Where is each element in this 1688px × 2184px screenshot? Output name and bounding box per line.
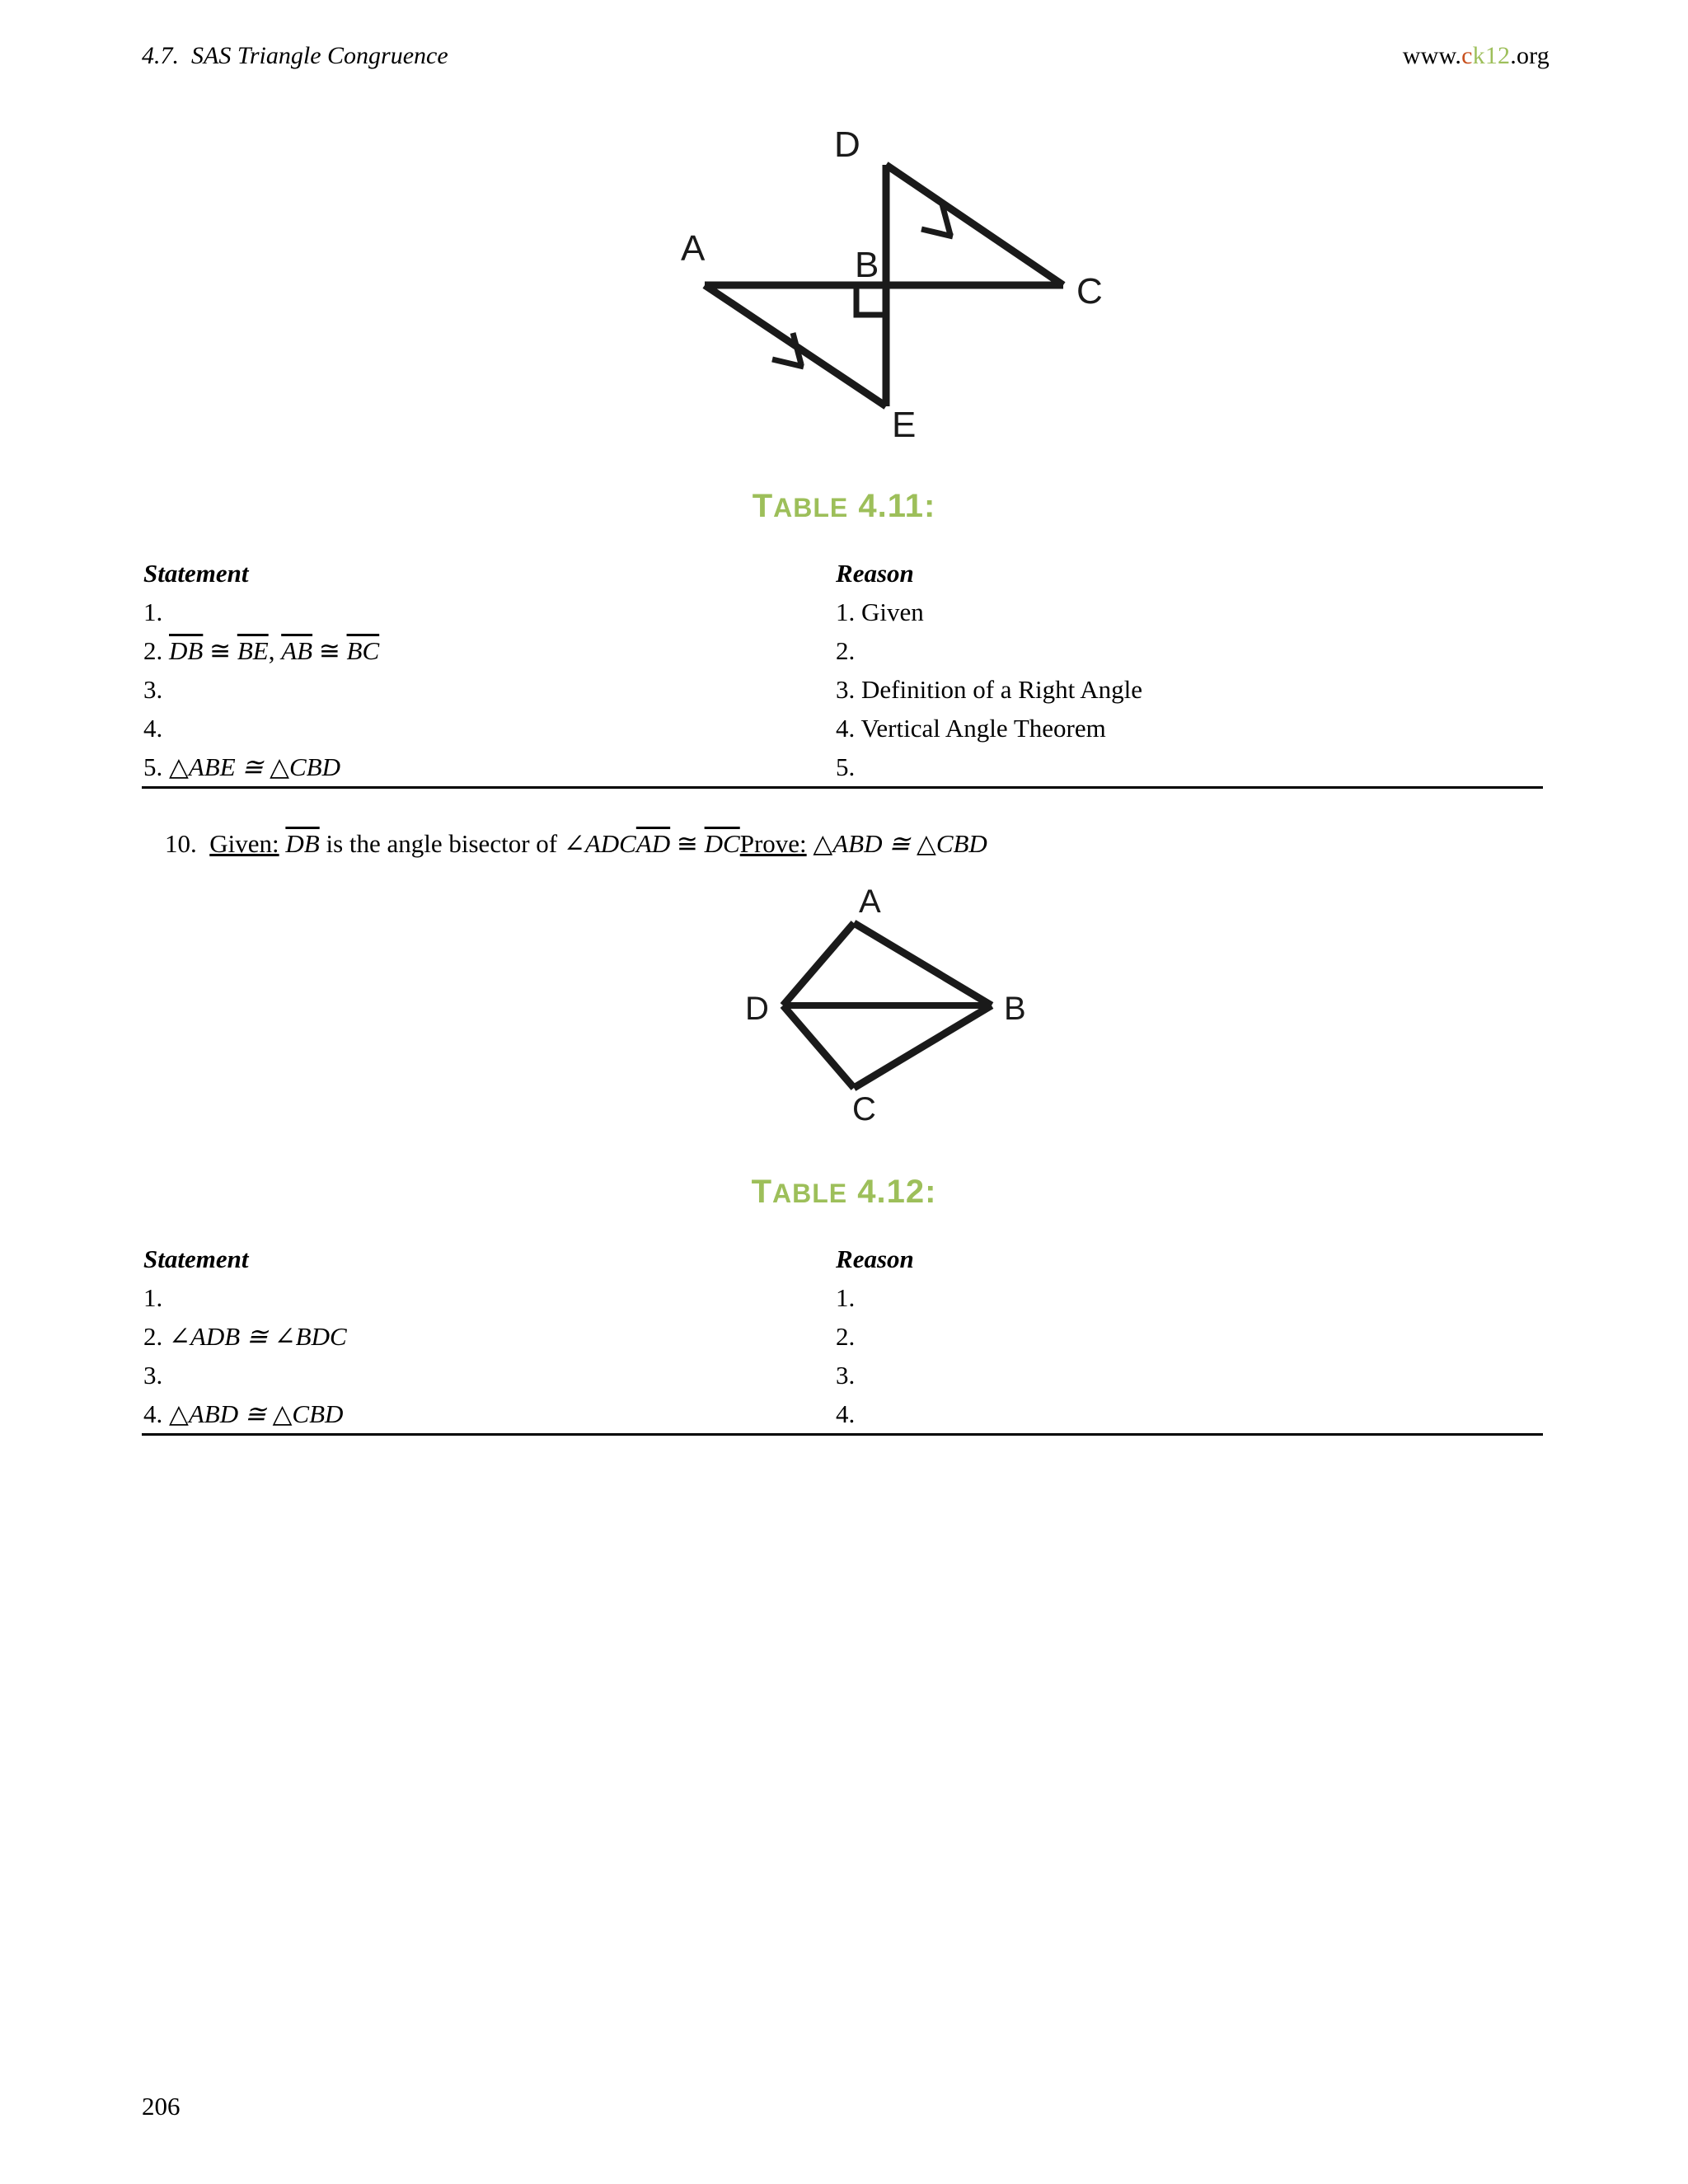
table-412-reason-2: 2. [836, 1322, 856, 1351]
table-411-reason-2: 2. [836, 636, 856, 665]
figure1-label-B: B [855, 245, 879, 285]
table-412-statement-header: Statement [143, 1244, 249, 1273]
figure2-label-D: D [745, 991, 769, 1027]
table-412-reason-3: 3. [836, 1361, 856, 1390]
segment-DA [783, 923, 854, 1005]
problem-10-prove-label: Prove: [739, 829, 807, 858]
figure2-svg [717, 878, 1039, 1125]
table-412-caption [0, 1174, 1688, 1211]
table-row [142, 631, 1543, 670]
table-412-header-row [142, 1240, 1543, 1278]
table-411-statement-header: Statement [143, 559, 249, 588]
table-411-statement-5: 5. △ABE ≅ △CBD [143, 752, 340, 781]
figure2-label-C: C [852, 1091, 876, 1125]
problem-10-given-segment: $\overline{DB}$ [285, 829, 320, 858]
figure1-label-D: D [834, 124, 860, 165]
caption-411-first-letter: T [752, 488, 774, 524]
table-411-statement-2: 2. $\overline{DB}$ ≅ $\overline{BE}$, $\overline{AB}$ ≅ $\overline{BC}$ [143, 636, 380, 665]
figure1-svg [651, 115, 1113, 445]
figure1-label-E: E [892, 405, 917, 445]
table-row [142, 1317, 1543, 1356]
table-411-reason-header: Reason [836, 559, 914, 588]
figure2-label-B: B [1004, 991, 1026, 1027]
url-org-part: .org [1510, 42, 1550, 69]
table-411 [142, 554, 1543, 789]
table-411-reason-4: 4. Vertical Angle Theorem [836, 714, 1106, 743]
table-411-reason-1: 1. Given [836, 598, 924, 626]
problem-10-congruence-right: $\overline{DC}$ [704, 829, 740, 858]
problem-10-congruence-symbol: ≅ [670, 829, 705, 858]
table-row [142, 1356, 1543, 1394]
segment-DC [886, 165, 1063, 285]
problem-10-number: 10. [165, 829, 197, 858]
problem-10-given-angle: ∠ADC [563, 829, 636, 858]
caption-412-first-letter: T [751, 1174, 773, 1210]
page-number: 206 [142, 2092, 181, 2121]
table-412-statement-3: 3. [143, 1361, 163, 1390]
table-412-statement-4: 4. △ABD ≅ △CBD [143, 1399, 344, 1428]
caption-412-number: 4.12: [847, 1174, 937, 1210]
table-412-statement-1: 1. [143, 1283, 163, 1312]
figure1-label-C: C [1076, 271, 1103, 312]
table-412-statement-2: 2. ∠ADB ≅ ∠BDC [143, 1322, 347, 1351]
segment-AB [854, 923, 992, 1005]
problem-10-given-label: Given: [209, 829, 279, 858]
table-row [142, 1394, 1543, 1433]
table-row [142, 593, 1543, 631]
figure-two-triangles-vertical-angles [651, 115, 1113, 445]
caption-412-word: ABLE [772, 1179, 848, 1208]
table-412-reason-1: 1. [836, 1283, 856, 1312]
table-412-reason-4: 4. [836, 1399, 856, 1428]
url-k12-part: k12 [1472, 42, 1511, 69]
figure2-label-A: A [859, 883, 881, 920]
table-row [142, 748, 1543, 786]
table-411-reason-5: 5. [836, 752, 856, 781]
table-411-reason-3: 3. Definition of a Right Angle [836, 675, 1142, 704]
caption-411-number: 4.11: [848, 488, 936, 524]
right-angle-mark-at-B [856, 285, 886, 315]
segment-CD [783, 1005, 854, 1088]
table-411-statement-4: 4. [143, 714, 163, 743]
table-411-header-row [142, 554, 1543, 593]
running-head-section-title: 4.7. SAS Triangle Congruence [142, 42, 448, 69]
problem-10-congruence-left: $\overline{AD}$ [635, 829, 671, 858]
table-411-caption [0, 488, 1688, 525]
figure-kite-ABCD [717, 878, 1039, 1125]
problem-10-given-text: is the angle bisector of [319, 829, 564, 858]
url-c-part: c [1461, 42, 1473, 69]
problem-10 [165, 826, 987, 862]
figure1-label-A: A [681, 228, 706, 269]
table-row [142, 670, 1543, 709]
table-412 [142, 1240, 1543, 1436]
url-www-part: www. [1402, 42, 1462, 69]
segment-BC [854, 1005, 992, 1088]
caption-411-word: ABLE [773, 493, 849, 523]
running-head-website [1403, 41, 1550, 71]
table-row [142, 1278, 1543, 1317]
table-412-reason-header: Reason [836, 1244, 914, 1273]
table-row [142, 709, 1543, 748]
table-411-statement-1: 1. [143, 598, 163, 626]
problem-10-prove-text: △ABD ≅ △CBD [806, 829, 987, 858]
table-411-statement-3: 3. [143, 675, 163, 704]
